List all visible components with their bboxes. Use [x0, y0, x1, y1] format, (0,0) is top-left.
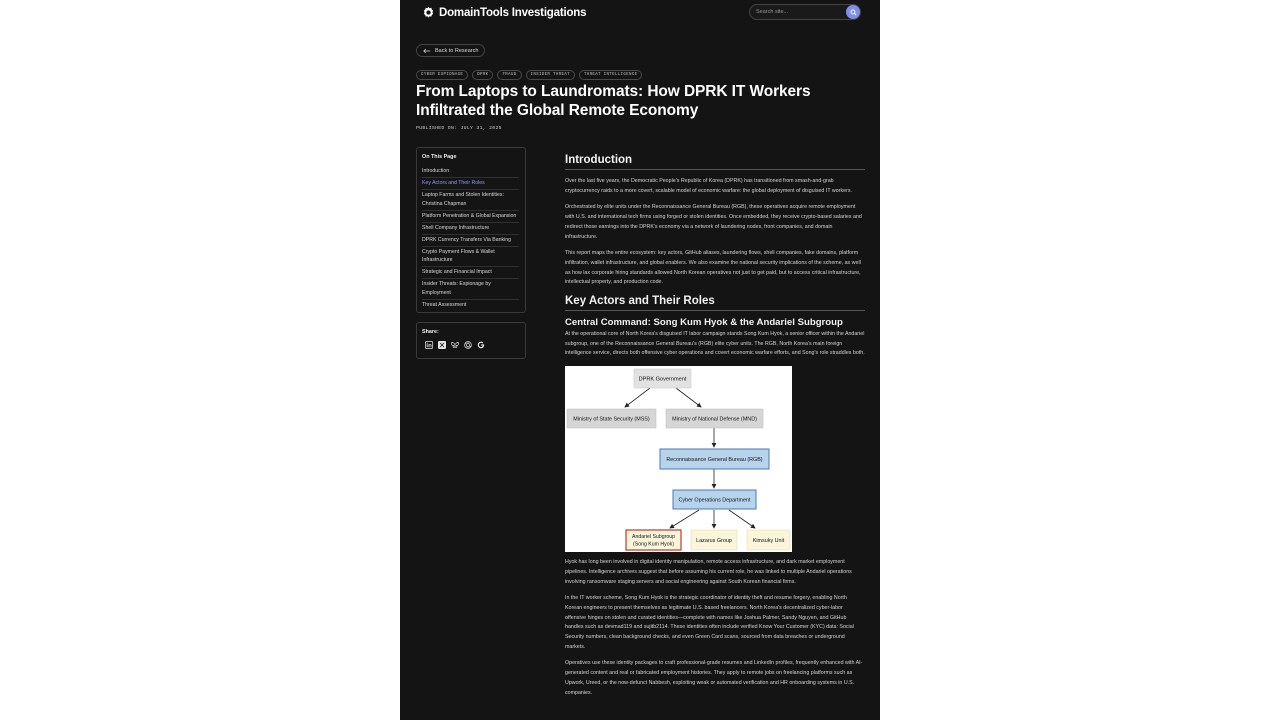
org-chart-diagram	[565, 366, 792, 552]
toc-item-key-actors[interactable]: Key Actors and Their Roles	[422, 178, 519, 190]
toc-item-insider-threats[interactable]: Insider Threats: Espionage by Employment	[422, 279, 519, 300]
toc-item-laptop-farms[interactable]: Laptop Farms and Stolen Identities: Christina Chapman	[422, 190, 519, 211]
toc-item-currency-transfers[interactable]: DPRK Currency Transfers Via Banking	[422, 235, 519, 247]
section-heading-key-actors: Key Actors and Their Roles	[565, 295, 865, 311]
google-icon[interactable]	[477, 341, 485, 349]
back-to-research-link[interactable]	[416, 44, 485, 57]
bluesky-icon[interactable]	[451, 341, 459, 349]
toc-item-threat-assessment[interactable]: Threat Assessment	[422, 301, 467, 308]
svg-text:Andariel Subgroup: Andariel Subgroup	[632, 534, 675, 541]
node-andariel-subgroup	[626, 530, 681, 550]
site-logo[interactable]	[422, 6, 586, 19]
search-input[interactable]	[756, 7, 836, 17]
node-kimsuky-unit	[747, 530, 790, 550]
svg-text:Ministry of National Defense (: Ministry of National Defense (MND)	[672, 416, 757, 423]
edge-gov-mnd	[676, 388, 701, 407]
back-link-label: Back to Research	[435, 47, 479, 54]
toc-item-crypto-payment[interactable]: Crypto Payment Flows & Wallet Infrastructure	[422, 247, 519, 268]
gear-logo-icon	[422, 6, 435, 19]
toc-item-strategic-impact[interactable]: Strategic and Financial Impact	[422, 267, 519, 279]
tag[interactable]: THREAT INTELLIGENCE	[579, 70, 642, 80]
node-rgb	[660, 449, 769, 469]
paragraph: Orchestrated by elite units under the Reconnaissance General Bureau (RGB), these operatives acquire remote employment with U.S. and international tech firms using forged or stolen identities. Once embedded, they receive crypto-based salaries and redirect those earnings into the DPRK's economy via a network of laundering nodes, front companies, and domain infrastructure.	[565, 204, 862, 240]
article-title: From Laptops to Laundromats: How DPRK IT Workers Infiltrated the Global Remote Economy	[416, 83, 811, 119]
arrow-left-icon	[423, 48, 431, 54]
toc-title: On This Page	[422, 154, 457, 160]
edge-cyber-kimsuky	[729, 510, 755, 528]
svg-text:Reconnaissance General Bureau: Reconnaissance General Bureau (RGB)	[666, 457, 763, 464]
svg-text:Ministry of State Security (MS: Ministry of State Security (MSS)	[573, 416, 650, 423]
search-icon	[850, 9, 857, 16]
search-box	[749, 4, 861, 20]
paragraph: This report maps the entire ecosystem: key actors, GitHub aliases, laundering flows, shell companies, fake domains, platform infiltration, wallet infrastructure, and global enablers. We also examine the national security implications of the scheme, as well as how lax corporate hiring standards allowed North Korean operatives not just to get paid, but to access critical infrastructure, intellectual property, and production code.	[565, 250, 861, 286]
share-icons	[425, 341, 485, 349]
toc-item-shell-company[interactable]: Shell Company Infrastructure	[422, 223, 519, 235]
article-body	[565, 152, 865, 705]
toc-list	[422, 166, 519, 311]
edge-cyber-andariel	[670, 510, 699, 528]
subheading-central-command: Central Command: Song Kum Hyok & the Andariel Subgroup	[565, 317, 843, 329]
share-title: Share:	[422, 329, 439, 335]
paragraph: At the operational core of North Korea's disguised IT labor campaign stands Song Kum Hyok, a senior officer within the Andariel subgroup, one of the Reconnaissance General Bureau's (RGB) elite cyber units. The RGB, North Korea's main foreign intelligence service, directs both offensive cyber operations and covert economic warfare efforts, and Song's role straddles both.	[565, 331, 865, 357]
toc-item-platform-penetration[interactable]: Platform Penetration & Global Expansion	[422, 211, 519, 223]
svg-text:DPRK Government: DPRK Government	[638, 376, 687, 383]
paragraph: Over the last five years, the Democratic People's Republic of Korea (DPRK) has transitioned from smash-and-grab cryptocurrency raids to a more covert, scalable model of economic warfare: the global deployment of disguised IT workers.	[565, 178, 852, 194]
node-mnd	[666, 409, 763, 428]
tag[interactable]: DPRK	[472, 70, 493, 80]
x-icon[interactable]	[438, 341, 446, 349]
svg-text:Kimsuky Unit: Kimsuky Unit	[752, 538, 785, 545]
tag[interactable]: CYBER ESPIONAGE	[416, 70, 468, 80]
table-of-contents	[416, 147, 526, 313]
node-lazarus-group	[691, 530, 737, 550]
svg-text:(Song Kum Hyok): (Song Kum Hyok)	[633, 541, 674, 548]
logo-text: DomainTools Investigations	[439, 6, 587, 19]
openai-icon[interactable]	[464, 341, 472, 349]
search-button[interactable]	[846, 5, 860, 19]
node-dprk-government	[634, 369, 691, 388]
share-box	[416, 322, 526, 359]
paragraph: Operatives use these identity packages to craft professional-grade resumes and LinkedIn profiles, frequently enhanced with AI-generated content and real or fabricated employment histories. They apply to remote jobs on freelancing platforms such as Upwork, Ureed, or the now-defunct Nabbesh, exploiting weak or automated verification and HR onboarding systems in U.S. companies.	[565, 660, 863, 696]
site-header	[400, 0, 880, 26]
paragraph: In the IT worker scheme, Song Kum Hyok is the strategic coordinator of identity theft and resume forgery, enabling North Korean engineers to present themselves as legitimate U.S. based freelancers. North Korea's decentralized cyber-labor offensive hinges on stolen and curated identities—complete with names like Joshua Palmer, Sandy Nguyen, and GitHub handles such as devmad119 and sujitb2114. These identities often include verified Know Your Customer (KYC) data: Social Security numbers, clean background checks, and even Green Card scans, sourced from data breaches or underground markets.	[565, 595, 854, 650]
linkedin-icon[interactable]	[425, 341, 433, 349]
tag[interactable]: INSIDER THREAT	[526, 70, 575, 80]
node-mss	[567, 409, 656, 428]
node-cyber-operations	[673, 490, 756, 509]
toc-item-introduction[interactable]: Introduction	[422, 166, 519, 178]
section-heading-introduction: Introduction	[565, 152, 865, 170]
svg-text:Lazarus Group: Lazarus Group	[696, 538, 732, 545]
svg-text:Cyber Operations Department: Cyber Operations Department	[678, 497, 751, 504]
tag-list	[416, 70, 642, 80]
edge-gov-mss	[625, 388, 650, 407]
published-date: PUBLISHED ON: JULY 31, 2025	[416, 126, 502, 131]
page	[400, 0, 880, 720]
tag[interactable]: FRAUD	[497, 70, 521, 80]
paragraph: Hyok has long been involved in digital identity manipulation, remote access infrastructure, and dark market employment pipelines. Intelligence archives suggest that before assuming his current role, he was linked to multiple Andariel operations involving ransomware staging servers and social engineering against South Korean financial firms.	[565, 559, 852, 585]
